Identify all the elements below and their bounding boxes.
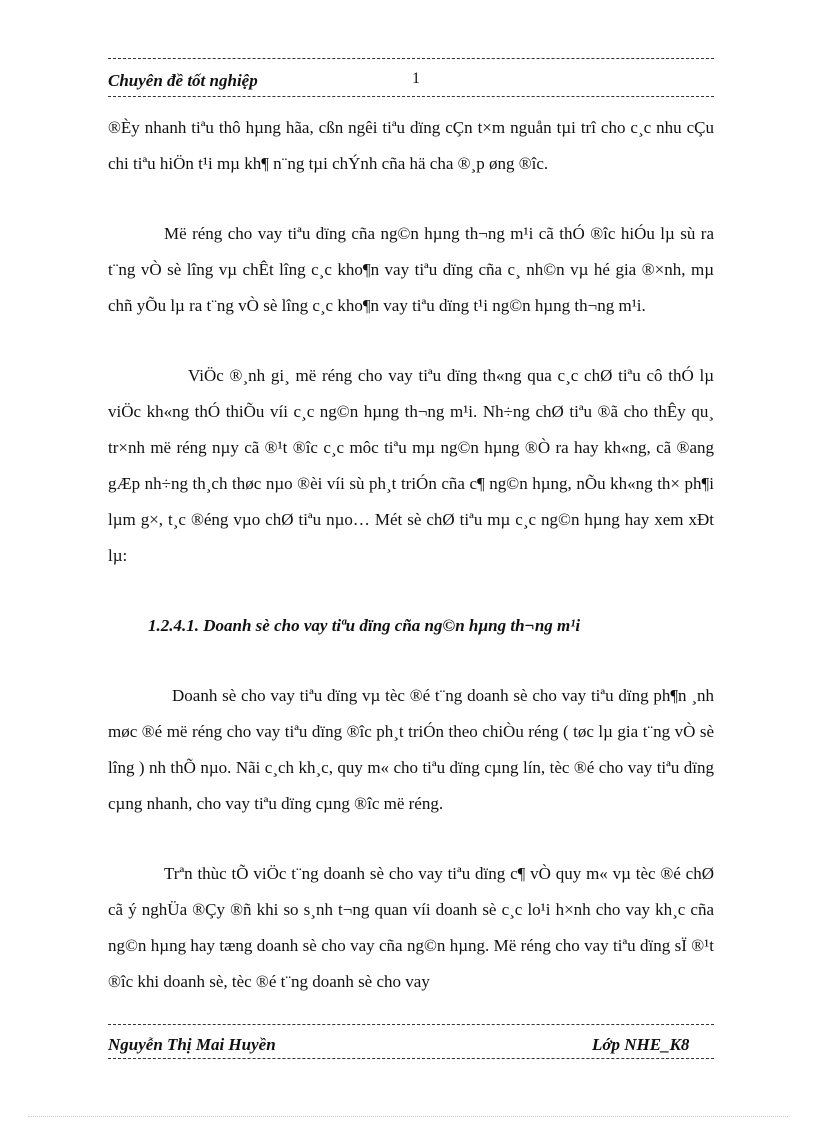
paragraph-4: Doanh sè cho vay tiªu dïng vµ tèc ®é t¨ng doanh sè cho vay tiªu dïng ph¶n ¸nh møc ®é më réng cho vay tiªu dïng ®îc ph¸t triÓn theo chiÒu réng ( tøc lµ gia t¨ng vÒ sè lîng ) nh thÕ nµo. Nãi c¸ch kh¸c, quy m« cho tiªu dïng cµng lín, tèc ®é cho vay tiªu dïng cµng nhanh, cho vay tiªu dïng cµng ®îc më réng. [108,686,714,813]
header-rule-top [108,58,714,59]
paragraph-1: ®Èy nhanh tiªu thô hµng hãa, cßn ngêi tiªu dïng cÇn t×m nguån tµi trî cho c¸c nhu cÇu chi tiªu hiÖn t¹i mµ kh¶ n¨ng tµi chÝnh cña hä cha ®¸p øng ®îc. [108,118,714,173]
footer-rule-top [108,1024,714,1025]
section-heading: 1.2.4.1. Doanh sè cho vay tiªu dïng cña ng©n hµng th¬ng m¹i [148,616,581,635]
header-title: Chuyên đề tốt nghiệp [108,71,258,90]
body-text [108,110,714,1034]
paragraph-3: ViÖc ®¸nh gi¸ më réng cho vay tiªu dïng th«ng qua c¸c chØ tiªu cô thÓ lµ viÖc kh«ng thÓ thiÕu víi c¸c ng©n hµng th¬ng m¹i. Nh÷ng chØ tiªu ®ã cho thÊy qu¸ tr×nh më réng nµy cã ®¹t ®îc c¸c môc tiªu mµ ng©n hµng ®Ò ra hay kh«ng, cã ®ang gÆp nh÷ng th¸ch thøc nµo ®èi víi sù ph¸t triÓn cña c¶ ng©n hµng, nÕu kh«ng th× ph¶i lµm g×, t¸c ®éng vµo chØ tiªu nµo… Mét sè chØ tiªu mµ c¸c ng©n hµng hay xem xÐt lµ: [108,366,714,565]
paragraph-5: Trªn thùc tÕ viÖc t¨ng doanh sè cho vay tiªu dïng c¶ vÒ quy m« vµ tèc ®é chØ cã ý nghÜa ®Çy ®ñ khi so s¸nh t¬ng quan víi doanh sè c¸c lo¹i h×nh cho vay kh¸c cña ng©n hµng hay tæng doanh sè cho vay cña ng©n hµng. Më réng cho vay tiªu dïng sÏ ®¹t ®îc khi doanh sè, tèc ®é t¨ng doanh sè cho vay [108,864,714,991]
header-rule-bottom [108,96,714,97]
page-edge [28,1116,788,1117]
footer-author: Nguyễn Thị Mai Huyền [108,1035,276,1054]
paragraph-2: Më réng cho vay tiªu dïng cña ng©n hµng th¬ng m¹i cã thÓ ®îc hiÓu lµ sù ra t¨ng vÒ sè lîng vµ chÊt lîng c¸c kho¶n vay tiªu dïng cña c¸ nh©n vµ hé gia ®×nh, mµ chñ yÕu lµ ra t¨ng vÒ sè lîng c¸c kho¶n vay tiªu dïng t¹i ng©n hµng th¬ng m¹i. [108,224,714,315]
footer-rule-bottom [108,1058,714,1059]
footer-class: Lớp NHE_K8 [592,1035,690,1054]
page-number: 1 [412,70,420,87]
